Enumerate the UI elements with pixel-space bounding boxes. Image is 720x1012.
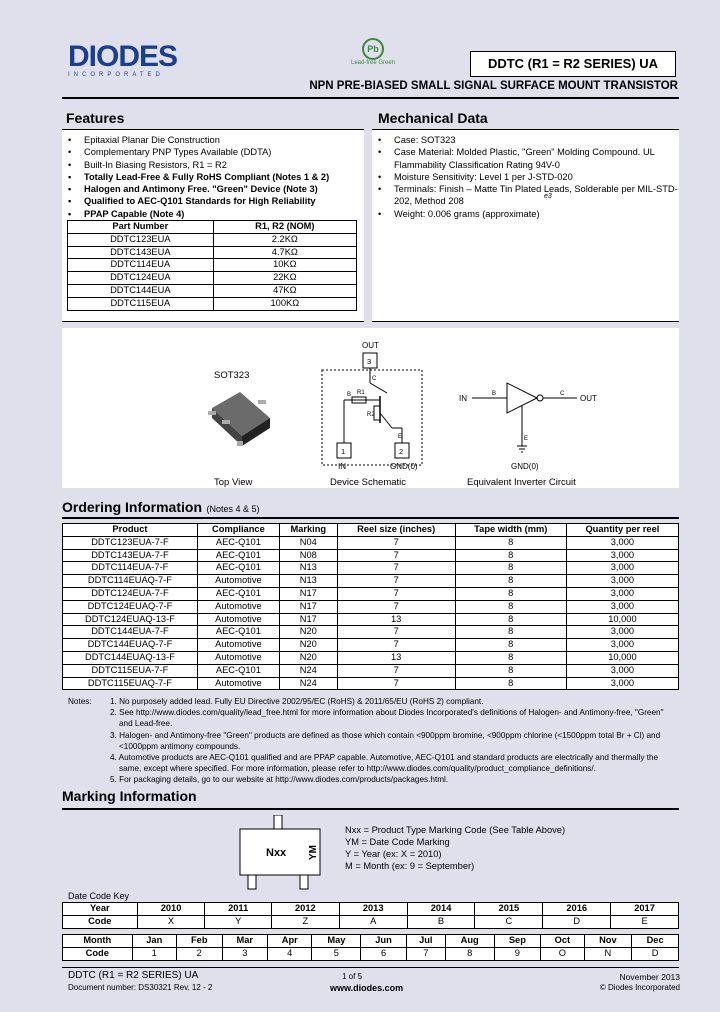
table-cell: 7 xyxy=(337,575,455,588)
date-code-cell: 7 xyxy=(406,947,445,960)
feature-item: • Totally Lead-Free & Fully RoHS Compliant (Notes 1 & 2) xyxy=(62,171,364,183)
inv-gnd-label: GND(0) xyxy=(511,462,539,471)
table-cell: DDTC124EUA-7-F xyxy=(63,587,198,600)
table-cell: N17 xyxy=(279,587,337,600)
table-cell: DDTC143EUA-7-F xyxy=(63,549,198,562)
table-cell: Automotive xyxy=(197,651,279,664)
schem-pin1: 1 xyxy=(341,447,346,456)
date-code-cell: 2015 xyxy=(475,903,543,916)
table-row xyxy=(63,639,679,652)
marking-legend-line: M = Month (ex: 9 = September) xyxy=(345,861,475,871)
date-code-cell: Code xyxy=(63,947,133,960)
date-code-cell: E xyxy=(611,915,679,928)
footer-site[interactable]: www.diodes.com xyxy=(330,983,404,993)
table-row xyxy=(63,575,679,588)
ordering-header xyxy=(62,499,259,517)
features-title: Features xyxy=(66,110,125,126)
table-cell: DDTC115EUA xyxy=(68,297,214,310)
ordering-note: (Notes 4 & 5) xyxy=(206,504,260,514)
table-row xyxy=(68,259,357,272)
table-cell: N20 xyxy=(279,651,337,664)
table-cell: 100KΩ xyxy=(213,297,356,310)
table-cell: Automotive xyxy=(197,677,279,690)
date-code-cell: Nov xyxy=(584,935,632,948)
table-cell: 47KΩ xyxy=(213,285,356,298)
ordering-divider xyxy=(62,517,679,519)
table-cell: 8 xyxy=(455,536,566,549)
table-cell: 7 xyxy=(337,562,455,575)
date-code-cell: 2010 xyxy=(137,903,205,916)
note-line: 5. For packaging details, go to our website at http://www.diodes.com/products/packages.html. xyxy=(110,775,449,785)
table-cell: Automotive xyxy=(197,639,279,652)
table-cell: 7 xyxy=(337,639,455,652)
ordering-header-cell: Reel size (inches) xyxy=(337,524,455,537)
date-code-cell: May xyxy=(312,935,361,948)
diodes-logo xyxy=(68,40,177,78)
table-row xyxy=(63,600,679,613)
marking-title: Marking Information xyxy=(62,788,197,804)
table-cell: 10,000 xyxy=(566,651,678,664)
date-code-cell: N xyxy=(584,947,632,960)
ordering-title: Ordering Information xyxy=(62,499,202,515)
note-line: 4. Automotive products are AEC-Q101 qualified and are PPAP capable. Automotive, AEC-Q101 and standard products are electrically and thermally the xyxy=(110,753,659,763)
schematic-caption: Device Schematic xyxy=(330,477,407,488)
date-code-cell: 6 xyxy=(361,947,407,960)
package-label: SOT323 xyxy=(214,370,250,381)
table-cell: 3,000 xyxy=(566,536,678,549)
table-cell: 7 xyxy=(337,664,455,677)
date-code-cell: 2012 xyxy=(271,903,339,916)
table-cell: AEC-Q101 xyxy=(197,626,279,639)
date-code-cell: Apr xyxy=(268,935,312,948)
marking-legend-line: YM = Date Code Marking xyxy=(345,837,450,847)
table-cell: 7 xyxy=(337,587,455,600)
date-code-cell: D xyxy=(543,915,611,928)
date-code-cell: B xyxy=(407,915,475,928)
table-cell: 8 xyxy=(455,549,566,562)
date-code-cell: Code xyxy=(63,915,138,928)
table-cell: 3,000 xyxy=(566,587,678,600)
mechanical-title: Mechanical Data xyxy=(378,110,488,126)
footer-doc: Document number: DS30321 Rev. 12 - 2 xyxy=(68,983,213,992)
date-code-cell: 2017 xyxy=(611,903,679,916)
feature-item: • Qualified to AEC-Q101 Standards for High Reliability xyxy=(62,195,364,207)
inv-in-label: IN xyxy=(459,394,467,403)
marking-legend xyxy=(345,824,565,872)
table-row xyxy=(63,651,679,664)
table-cell: 8 xyxy=(455,613,566,626)
schem-pin3: 3 xyxy=(367,357,372,366)
date-code-cell: Oct xyxy=(541,935,584,948)
table-cell: 7 xyxy=(337,536,455,549)
ordering-table xyxy=(62,523,679,690)
date-code-cell: 9 xyxy=(494,947,541,960)
date-code-cell: Aug xyxy=(445,935,494,948)
table-cell: 4.7KΩ xyxy=(213,246,356,259)
note-line: 2. See http://www.diodes.com/quality/lead_free.html for more information about Diodes Incorporated's definitions of Halogen- and Antimony-free, "Green" xyxy=(110,708,664,718)
note-line: <1000ppm antimony compounds. xyxy=(119,741,241,751)
table-cell: 3,000 xyxy=(566,562,678,575)
table-cell: 3,000 xyxy=(566,600,678,613)
table-cell: N13 xyxy=(279,562,337,575)
table-cell: 8 xyxy=(455,562,566,575)
table-cell: N17 xyxy=(279,613,337,626)
ordering-header-cell: Tape width (mm) xyxy=(455,524,566,537)
schem-e: E xyxy=(398,434,403,440)
footer-copyright: © Diodes Incorporated xyxy=(599,983,680,992)
feature-item: • Built-In Biasing Resistors, R1 = R2 xyxy=(62,159,364,171)
chip-text: Nxx xyxy=(266,847,287,859)
part-title: DDTC (R1 = R2 SERIES) UA xyxy=(470,51,676,77)
lead-free-label: Lead-free Green xyxy=(350,60,396,66)
schem-gnd-label: GND(0) xyxy=(390,462,418,471)
inverter-circuit xyxy=(459,383,597,471)
mechanical-item: • Terminals: Finish – Matte Tin Plated Leads, Solderable per MIL-STD-202, Method 208 xyxy=(372,183,679,208)
note-line: same, except where specified. For more information, please refer to http://www.diodes.com/quality/product_compliance_definitions/. xyxy=(119,764,596,774)
date-code-cell: 2013 xyxy=(339,903,407,916)
footer-divider xyxy=(62,967,679,968)
ordering-header-cell: Marking xyxy=(279,524,337,537)
mechanical-item: • Weight: 0.006 grams (approximate) xyxy=(372,208,679,220)
feature-item: • Complementary PNP Types Available (DDTA) xyxy=(62,146,364,158)
schem-pin2: 2 xyxy=(399,447,404,456)
marking-divider xyxy=(62,808,679,810)
table-cell: N24 xyxy=(279,664,337,677)
date-code-cell: Feb xyxy=(176,935,222,948)
date-code-cell: Jun xyxy=(361,935,407,948)
table-row xyxy=(63,664,679,677)
table-cell: N04 xyxy=(279,536,337,549)
diagrams-svg xyxy=(62,328,679,488)
table-row xyxy=(63,626,679,639)
date-code-cell: Sep xyxy=(494,935,541,948)
table-cell: N20 xyxy=(279,639,337,652)
date-code-cell: Z xyxy=(271,915,339,928)
table-cell: DDTC123EUA-7-F xyxy=(63,536,198,549)
table-cell: 22KΩ xyxy=(213,272,356,285)
table-row xyxy=(68,272,357,285)
table-cell: 10KΩ xyxy=(213,259,356,272)
date-code-cell: Dec xyxy=(632,935,679,948)
table-cell: 8 xyxy=(455,651,566,664)
date-code-cell: 2016 xyxy=(543,903,611,916)
table-cell: DDTC114EUA xyxy=(68,259,214,272)
table-cell: 3,000 xyxy=(566,677,678,690)
table-cell: 3,000 xyxy=(566,664,678,677)
feature-item: • PPAP Capable (Note 4) xyxy=(62,208,364,220)
table-cell: AEC-Q101 xyxy=(197,562,279,575)
mechanical-panel xyxy=(372,129,679,322)
lead-free-badge xyxy=(343,38,403,66)
footer-page: 1 of 5 xyxy=(342,972,363,981)
table-cell: 2.2KΩ xyxy=(213,233,356,246)
table-cell: DDTC115EUA-7-F xyxy=(63,664,198,677)
features-list xyxy=(62,134,364,220)
notes-list xyxy=(110,696,680,786)
table-row xyxy=(63,677,679,690)
table-cell: 3,000 xyxy=(566,575,678,588)
date-code-cell: Mar xyxy=(222,935,268,948)
date-code-cell: 4 xyxy=(268,947,312,960)
table-cell: DDTC144EUAQ-13-F xyxy=(63,651,198,664)
table-cell: 8 xyxy=(455,600,566,613)
sot323-package-icon xyxy=(208,392,270,446)
mechanical-item: • Case: SOT323 xyxy=(372,134,679,146)
table-cell: 8 xyxy=(455,664,566,677)
table-cell: 7 xyxy=(337,600,455,613)
date-code-cell: X xyxy=(137,915,205,928)
schem-c: C xyxy=(372,376,377,382)
chip-side-text: YM xyxy=(308,845,319,860)
diagram-panel xyxy=(62,328,679,488)
part-resistor-table xyxy=(67,220,357,311)
date-code-key: Date Code Key xyxy=(68,891,130,901)
part-table-header: Part Number xyxy=(68,221,214,234)
table-cell: 13 xyxy=(337,613,455,626)
e3-mark: e3 xyxy=(544,193,552,200)
date-code-cell: 1 xyxy=(132,947,176,960)
table-cell: AEC-Q101 xyxy=(197,549,279,562)
table-row xyxy=(68,246,357,259)
page-subtitle: NPN PRE-BIASED SMALL SIGNAL SURFACE MOUNT TRANSISTOR xyxy=(309,80,678,92)
table-row xyxy=(63,536,679,549)
logo-text: DIODES xyxy=(68,40,178,73)
logo-subtext: INCORPORATED xyxy=(68,72,164,78)
note-line: 3. Halogen- and Antimony-free "Green" products are defined as those which contain <900ppm bromine, <900ppm chlorine (<1500ppm total Br + Cl) and xyxy=(110,730,661,740)
table-cell: N13 xyxy=(279,575,337,588)
table-cell: AEC-Q101 xyxy=(197,536,279,549)
date-code-cell: Jul xyxy=(406,935,445,948)
schem-in-label: IN xyxy=(338,462,346,471)
schem-out-label: OUT xyxy=(362,341,379,350)
date-code-cell: D xyxy=(632,947,679,960)
date-code-cell: 2014 xyxy=(407,903,475,916)
marking-legend-line: Y = Year (ex: X = 2010) xyxy=(345,849,442,859)
table-cell: 13 xyxy=(337,651,455,664)
inv-e-label: E xyxy=(524,436,529,442)
table-cell: 7 xyxy=(337,626,455,639)
feature-item: • Halogen and Antimony Free. "Green" Device (Note 3) xyxy=(62,183,364,195)
date-code-cell: O xyxy=(541,947,584,960)
table-cell: 8 xyxy=(455,639,566,652)
date-code-cell: 2 xyxy=(176,947,222,960)
table-cell: AEC-Q101 xyxy=(197,664,279,677)
table-cell: 8 xyxy=(455,626,566,639)
table-cell: 8 xyxy=(455,677,566,690)
marking-chip-svg xyxy=(230,815,340,895)
table-cell: 8 xyxy=(455,575,566,588)
table-cell: DDTC144EUAQ-7-F xyxy=(63,639,198,652)
ordering-header-cell: Product xyxy=(63,524,198,537)
date-code-cell: Year xyxy=(63,903,138,916)
table-cell: 3,000 xyxy=(566,549,678,562)
table-cell: 7 xyxy=(337,549,455,562)
month-code-table xyxy=(62,934,679,961)
inverter-caption: Equivalent Inverter Circuit xyxy=(467,477,576,488)
date-code-cell: 8 xyxy=(445,947,494,960)
table-row xyxy=(63,549,679,562)
schem-r1: R1 xyxy=(357,390,365,396)
schem-b: B xyxy=(347,392,352,398)
date-code-cell: 5 xyxy=(312,947,361,960)
pb-icon: Pb xyxy=(362,38,384,60)
table-cell: DDTC144EUA xyxy=(68,285,214,298)
mechanical-item: • Case Material: Molded Plastic, "Green" Molding Compound. UL Flammability Classification Rating 94V-0 xyxy=(372,146,679,171)
date-code-cell: 3 xyxy=(222,947,268,960)
table-cell: Automotive xyxy=(197,575,279,588)
table-cell: Automotive xyxy=(197,600,279,613)
table-cell: N20 xyxy=(279,626,337,639)
date-code-cell: Jan xyxy=(132,935,176,948)
note-line: and Lead-free. xyxy=(119,719,173,729)
table-cell: N24 xyxy=(279,677,337,690)
inv-c-label: C xyxy=(560,391,565,397)
table-cell: DDTC124EUA xyxy=(68,272,214,285)
table-cell: 3,000 xyxy=(566,626,678,639)
year-code-table xyxy=(62,902,679,929)
note-line: 1. No purposely added lead. Fully EU Directive 2002/95/EC (RoHS) & 2011/65/EU (RoHS 2) compliant. xyxy=(110,697,484,706)
table-cell: Automotive xyxy=(197,613,279,626)
table-cell: DDTC124EUAQ-13-F xyxy=(63,613,198,626)
ordering-header-cell: Quantity per reel xyxy=(566,524,678,537)
date-code-cell: 2011 xyxy=(205,903,271,916)
table-row xyxy=(68,297,357,310)
table-cell: DDTC144EUA-7-F xyxy=(63,626,198,639)
table-cell: 10,000 xyxy=(566,613,678,626)
table-cell: DDTC143EUA xyxy=(68,246,214,259)
footer-part: DDTC (R1 = R2 SERIES) UA xyxy=(68,970,199,981)
table-cell: N08 xyxy=(279,549,337,562)
mechanical-item: • Moisture Sensitivity: Level 1 per J-STD-020 xyxy=(372,171,679,183)
table-row xyxy=(68,285,357,298)
date-code-cell: C xyxy=(475,915,543,928)
footer-date: November 2013 xyxy=(619,972,680,982)
date-code-cell: Month xyxy=(63,935,133,948)
table-cell: 8 xyxy=(455,587,566,600)
table-row xyxy=(63,613,679,626)
table-cell: 3,000 xyxy=(566,639,678,652)
schem-r2: R2 xyxy=(367,412,375,418)
table-cell: DDTC123EUA xyxy=(68,233,214,246)
table-cell: DDTC115EUAQ-7-F xyxy=(63,677,198,690)
ordering-header-cell: Compliance xyxy=(197,524,279,537)
part-table-header: R1, R2 (NOM) xyxy=(213,221,356,234)
notes-label: Notes: xyxy=(68,697,92,706)
table-cell: DDTC114EUAQ-7-F xyxy=(63,575,198,588)
header-divider xyxy=(62,97,679,99)
table-cell: 7 xyxy=(337,677,455,690)
top-view-label: Top View xyxy=(214,477,253,488)
table-cell: AEC-Q101 xyxy=(197,587,279,600)
marking-legend-line: Nxx = Product Type Marking Code (See Table Above) xyxy=(345,825,566,835)
device-schematic xyxy=(322,341,422,471)
feature-item: • Epitaxial Planar Die Construction xyxy=(62,134,364,146)
table-cell: DDTC114EUA-7-F xyxy=(63,562,198,575)
table-row xyxy=(68,233,357,246)
date-code-cell: A xyxy=(339,915,407,928)
features-panel xyxy=(62,129,364,322)
mechanical-list xyxy=(372,134,679,220)
table-row xyxy=(63,562,679,575)
inv-out-label: OUT xyxy=(580,394,597,403)
date-code-cell: Y xyxy=(205,915,271,928)
table-cell: N17 xyxy=(279,600,337,613)
table-row xyxy=(63,587,679,600)
table-cell: DDTC124EUAQ-7-F xyxy=(63,600,198,613)
inv-b-label: B xyxy=(492,391,497,397)
